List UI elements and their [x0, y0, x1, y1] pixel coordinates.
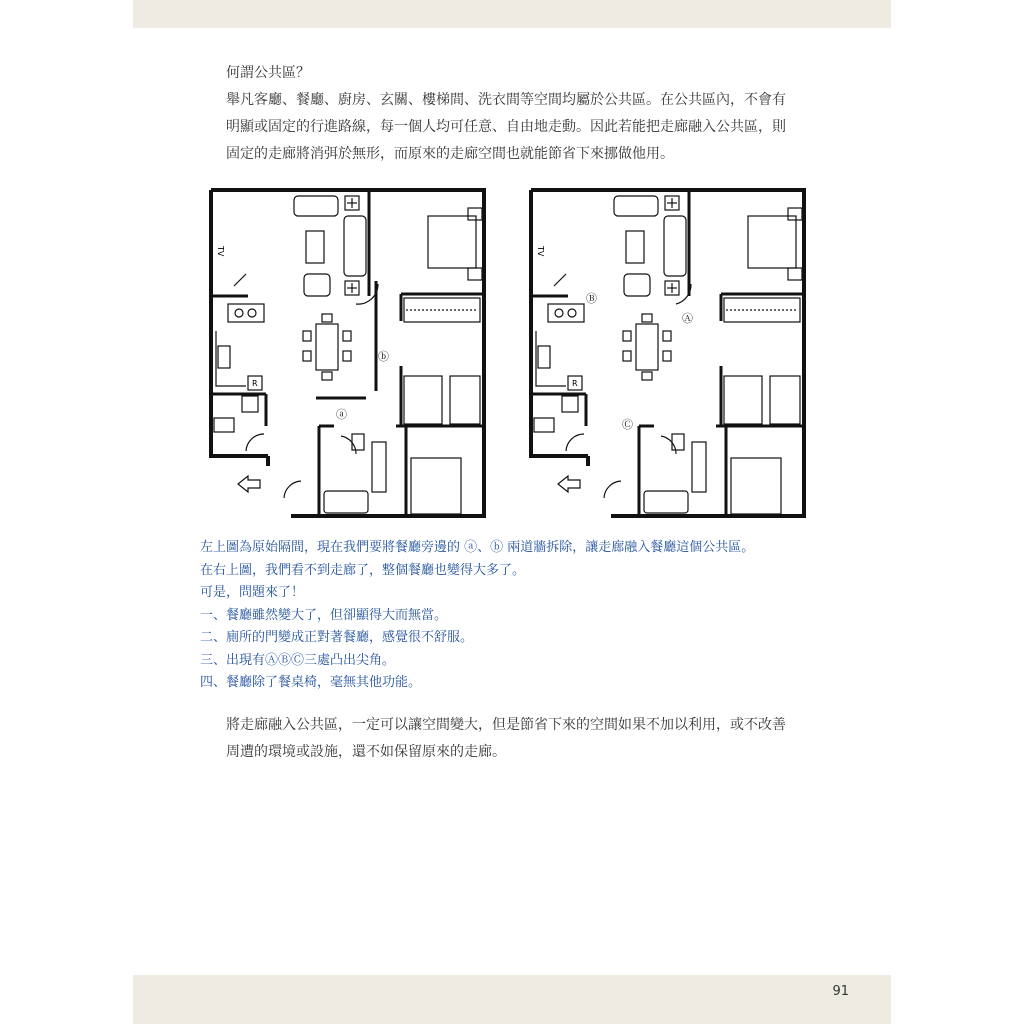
corner-marker-a: Ⓐ	[682, 312, 693, 325]
floor-plan-original	[206, 186, 488, 520]
conclusion-line: 周遭的環境或設施，還不如保留原來的走廊。	[226, 744, 506, 760]
wall-marker-b: ⓑ	[378, 350, 389, 363]
corner-marker-b: Ⓑ	[586, 292, 597, 305]
plan-notes	[200, 537, 840, 695]
intro-line: 明顯或固定的行進路線，每一個人均可任意、自由地走動。因此若能把走廊融入公共區，則	[226, 119, 786, 135]
note-line: 可是，問題來了！	[200, 585, 305, 600]
note-line: 左上圖為原始隔間，現在我們要將餐廳旁邊的 ⓐ、ⓑ 兩道牆拆除，讓走廊融入餐廳這個公共區。	[200, 540, 755, 555]
tv-label: TV	[536, 246, 545, 257]
intro-line: 固定的走廊將消弭於無形，而原來的走廊空間也就能節省下來挪做他用。	[226, 146, 674, 162]
note-line: 四、餐廳除了餐桌椅，毫無其他功能。	[200, 675, 422, 690]
top-margin-bar	[133, 0, 891, 28]
intro-heading: 何謂公共區？	[226, 65, 310, 81]
note-line: 在右上圖，我們看不到走廊了，整個餐廳也變得大多了。	[200, 562, 526, 578]
tv-label: TV	[216, 246, 225, 257]
page-number: 91	[832, 984, 849, 999]
note-line: 二、廁所的門變成正對著餐廳，感覺很不舒服。	[200, 630, 474, 645]
intro-line: 舉凡客廳、餐廳、廚房、玄關、樓梯間、洗衣間等空間均屬於公共區。在公共區內，不會有	[226, 92, 786, 108]
note-line: 一、餐廳雖然變大了，但卻顯得大而無當。	[200, 607, 448, 623]
note-line: 三、出現有ⒶⒷⒸ三處凸出尖角。	[200, 652, 396, 668]
floor-plan-modified	[526, 186, 808, 520]
conclusion-line: 將走廊融入公共區，一定可以讓空間變大，但是節省下來的空間如果不加以利用，或不改善	[226, 717, 786, 733]
fridge-label: R	[252, 379, 258, 388]
conclusion-paragraph	[226, 712, 836, 766]
intro-paragraph	[226, 60, 836, 168]
bottom-margin-bar	[133, 975, 891, 1024]
fridge-label: R	[572, 379, 578, 388]
corner-marker-c: Ⓒ	[622, 418, 633, 431]
wall-marker-a: ⓐ	[336, 408, 347, 421]
